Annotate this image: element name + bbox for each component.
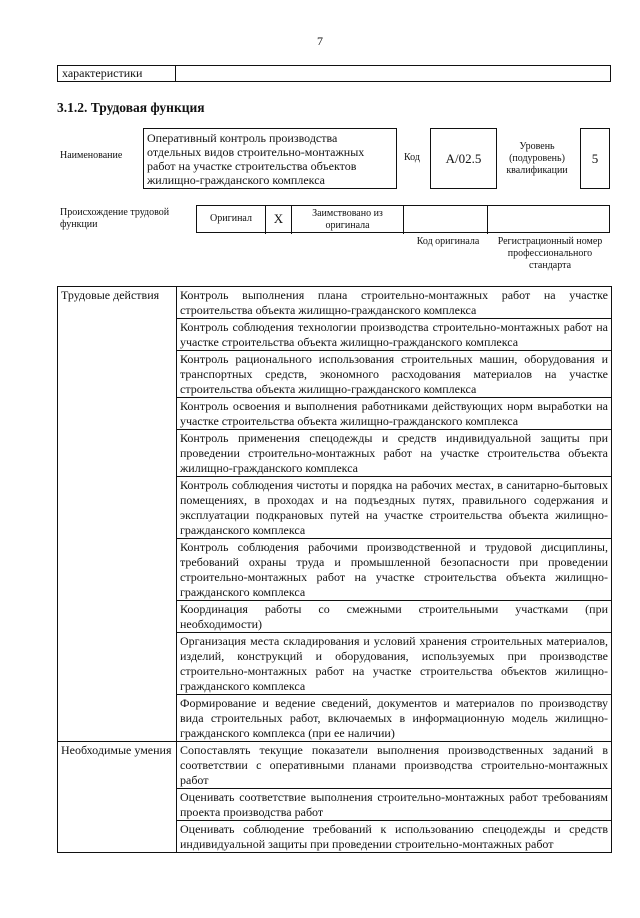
labor-actions-label: Трудовые действия — [58, 287, 177, 742]
section-title: 3.1.2. Трудовая функция — [57, 100, 205, 115]
skill-item: Оценивать соответствие выполнения строительно-монтажных работ требованиям проекта производства работ — [177, 789, 612, 821]
origin-label: Происхождение трудовой функции — [60, 207, 170, 230]
labor-action-item: Контроль выполнения плана строительно-монтажных работ на участке строительства объекта жилищно-гражданского комплекса — [177, 287, 612, 319]
name-label: Наименование — [60, 150, 123, 161]
code-original-caption: Код оригинала — [416, 236, 480, 247]
characteristics-cell: характеристики — [58, 66, 176, 81]
reg-number-caption: Регистрационный номер профессионального стандарта — [497, 236, 603, 271]
labor-action-item: Контроль рационального использования строительных машин, оборудования и транспортных средств, экономного расходования материалов на участке строительства объекта жилищно-гражданского комплекса — [177, 351, 612, 398]
original-mark: X — [265, 206, 291, 234]
table-row — [58, 742, 612, 789]
qualification-level-label: Уровень (подуровень) квалификации — [506, 141, 568, 176]
labor-action-item: Контроль соблюдения рабочими производственной и трудовой дисциплины, требований охраны труда и промышленной безопасности при проведении строительно-монтажных работ на участке строительства объекта жилищно-гражданского комплекса — [177, 539, 612, 601]
code-original-cell — [403, 206, 487, 234]
table-row — [58, 287, 612, 319]
function-name-value: Оперативный контроль производства отдельных видов строительно-монтажных работ на участке строительства объектов жилищно-гражданского комплекса — [143, 128, 397, 189]
function-code-value: А/02.5 — [430, 128, 497, 189]
labor-action-item: Координация работы со смежными строительными участками (при необходимости) — [177, 601, 612, 633]
previous-table-row — [57, 65, 611, 82]
required-skills-label: Необходимые умения — [58, 742, 177, 853]
borrowed-label: Заимствовано из оригинала — [291, 206, 403, 234]
qualification-level-value: 5 — [580, 128, 610, 189]
skill-item: Сопоставлять текущие показатели выполнения производственных заданий в соответствии с оперативными планами производства строительно-монтажных работ — [177, 742, 612, 789]
labor-action-item: Контроль соблюдения технологии производства строительно-монтажных работ на участке строительства объекта жилищно-гражданского комплекса — [177, 319, 612, 351]
page-number: 7 — [317, 34, 323, 48]
labor-function-table — [57, 286, 612, 853]
origin-row — [196, 205, 610, 233]
skill-item: Оценивать соблюдение требований к использованию спецодежды и средств индивидуальной защиты при проведении строительно-монтажных работ — [177, 821, 612, 853]
reg-number-cell — [487, 206, 611, 234]
labor-action-item: Формирование и ведение сведений, документов и материалов по производству вида строительных работ, включаемых в информационную модель жилищно-гражданского комплекса (при ее наличии) — [177, 695, 612, 742]
labor-action-item: Контроль освоения и выполнения работниками действующих норм выработки на участке строительства объекта жилищно-гражданского комплекса — [177, 398, 612, 430]
code-label: Код — [404, 152, 420, 163]
labor-action-item: Контроль соблюдения чистоты и порядка на рабочих местах, в санитарно-бытовых помещениях, в проходах и на подъездных путях, правильного содержания и эксплуатации подкрановых путей на участке строительства объекта жилищно-гражданского комплекса — [177, 477, 612, 539]
labor-action-item: Контроль применения спецодежды и средств индивидуальной защиты при проведении строительно-монтажных работ на участке строительства объекта жилищно-гражданского комплекса — [177, 430, 612, 477]
labor-action-item: Организация места складирования и условий хранения строительных материалов, изделий, конструкций и оборудования, используемых при производстве строительно-монтажных работ на участке строительства объектов жилищно-гражданского комплекса — [177, 633, 612, 695]
original-label: Оригинал — [210, 213, 252, 224]
